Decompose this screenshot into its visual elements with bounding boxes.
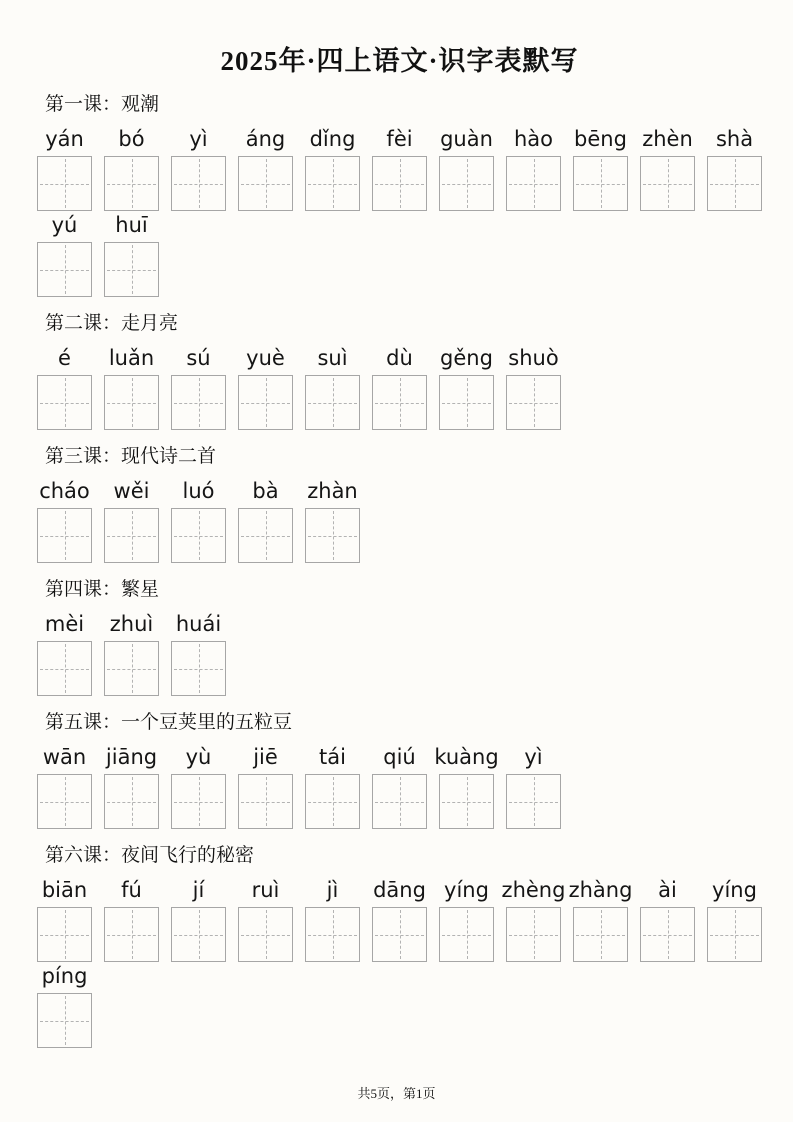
pinyin-label: dù: [386, 346, 413, 370]
writing-grid-box: [171, 907, 226, 962]
writing-grid-box: [372, 156, 427, 211]
character-cell: [372, 347, 427, 430]
character-cell: [372, 879, 427, 962]
writing-grid-box: [104, 242, 159, 297]
character-cell: [573, 128, 628, 211]
writing-grid-box: [37, 508, 92, 563]
writing-grid-box: [707, 156, 762, 211]
character-cell: [104, 613, 159, 696]
pinyin-label: guàn: [440, 127, 493, 151]
pinyin-label: wěi: [113, 479, 150, 503]
lesson-section: [37, 446, 762, 563]
writing-grid-box: [573, 907, 628, 962]
character-cell: [37, 214, 92, 297]
pinyin-label: yì: [189, 127, 208, 151]
pinyin-label: dāng: [373, 878, 426, 902]
pinyin-label: bēng: [574, 127, 627, 151]
character-cell: [171, 613, 226, 696]
pinyin-label: sú: [186, 346, 211, 370]
writing-grid-box: [506, 156, 561, 211]
writing-grid-box: [37, 641, 92, 696]
writing-grid-box: [305, 508, 360, 563]
character-cell: [501, 878, 566, 962]
character-cell: [37, 746, 92, 829]
character-cell: [37, 128, 92, 211]
character-cell: [37, 879, 92, 962]
character-cell: [238, 128, 293, 211]
pinyin-label: yú: [51, 213, 78, 237]
pinyin-label: é: [58, 346, 71, 370]
pinyin-label: huái: [175, 612, 222, 636]
character-cell: [305, 746, 360, 829]
pinyin-label: bó: [118, 127, 145, 151]
grid-row: [37, 746, 762, 829]
pinyin-label: dǐng: [309, 127, 356, 151]
writing-grid-box: [171, 641, 226, 696]
writing-grid-box: [37, 242, 92, 297]
lesson-heading: 第三课：现代诗二首: [45, 446, 217, 467]
pinyin-label: jiē: [253, 745, 278, 769]
writing-grid-box: [439, 774, 494, 829]
writing-grid-box: [104, 907, 159, 962]
writing-grid-box: [372, 375, 427, 430]
character-cell: [439, 128, 494, 211]
writing-grid-box: [238, 907, 293, 962]
writing-grid-box: [37, 907, 92, 962]
pinyin-label: yuè: [246, 346, 285, 370]
character-cell: [305, 128, 360, 211]
writing-grid-box: [439, 907, 494, 962]
lesson-rows: [37, 128, 762, 297]
character-cell: [434, 745, 499, 829]
lesson-section: [37, 579, 762, 696]
grid-row: [37, 879, 762, 962]
pinyin-label: qiú: [383, 745, 416, 769]
writing-grid-box: [37, 156, 92, 211]
character-cell: [171, 128, 226, 211]
writing-grid-box: [372, 774, 427, 829]
pinyin-label: kuàng: [434, 745, 499, 769]
pinyin-label: yán: [45, 127, 84, 151]
character-cell: [372, 746, 427, 829]
writing-grid-box: [707, 907, 762, 962]
character-cell: [104, 480, 159, 563]
character-cell: [506, 128, 561, 211]
writing-grid-box: [573, 156, 628, 211]
pinyin-label: jí: [192, 878, 205, 902]
pinyin-label: zhàng: [568, 878, 633, 902]
pinyin-label: hào: [513, 127, 554, 151]
pinyin-label: yíng: [444, 878, 489, 902]
pinyin-label: wān: [42, 745, 87, 769]
writing-grid-box: [37, 375, 92, 430]
character-cell: [104, 746, 159, 829]
character-cell: [104, 347, 159, 430]
writing-grid-box: [238, 774, 293, 829]
grid-row: [37, 613, 762, 696]
character-cell: [171, 879, 226, 962]
character-cell: [640, 879, 695, 962]
character-cell: [171, 746, 226, 829]
character-cell: [37, 965, 92, 1048]
pinyin-label: huī: [115, 213, 148, 237]
grid-row: [37, 480, 762, 563]
pinyin-label: luó: [182, 479, 215, 503]
page-footer: 共5页，第1页: [357, 1086, 436, 1101]
writing-grid-box: [171, 375, 226, 430]
writing-grid-box: [171, 774, 226, 829]
writing-grid-box: [506, 774, 561, 829]
page-title: 2025年·四上语文·识字表默写: [220, 46, 579, 76]
character-cell: [506, 347, 561, 430]
writing-grid-box: [37, 774, 92, 829]
pinyin-label: cháo: [39, 479, 90, 503]
character-cell: [171, 480, 226, 563]
writing-grid-box: [305, 774, 360, 829]
character-cell: [305, 347, 360, 430]
character-cell: [372, 128, 427, 211]
pinyin-label: fèi: [386, 127, 413, 151]
grid-row: [37, 128, 762, 211]
lesson-rows: [37, 613, 762, 696]
lesson-section: [37, 712, 762, 829]
pinyin-label: ruì: [251, 878, 280, 902]
character-cell: [568, 878, 633, 962]
writing-grid-box: [104, 156, 159, 211]
writing-grid-box: [372, 907, 427, 962]
character-cell: [707, 128, 762, 211]
writing-grid-box: [506, 907, 561, 962]
grid-row: [37, 347, 762, 430]
pinyin-label: jì: [326, 878, 339, 902]
pinyin-label: zhuì: [109, 612, 154, 636]
pinyin-label: suì: [317, 346, 348, 370]
character-cell: [238, 746, 293, 829]
pinyin-label: gěng: [440, 346, 493, 370]
pinyin-label: fú: [121, 878, 142, 902]
writing-grid-box: [238, 375, 293, 430]
writing-grid-box: [640, 156, 695, 211]
pinyin-label: zhèng: [501, 878, 566, 902]
lesson-rows: [37, 480, 762, 563]
pinyin-label: bà: [252, 479, 279, 503]
pinyin-label: zhèn: [642, 127, 693, 151]
character-cell: [37, 347, 92, 430]
character-cell: [506, 746, 561, 829]
writing-grid-box: [104, 641, 159, 696]
character-cell: [238, 347, 293, 430]
lesson-rows: [37, 347, 762, 430]
writing-grid-box: [171, 156, 226, 211]
lessons-container: [37, 94, 762, 1048]
pinyin-label: tái: [319, 745, 346, 769]
character-cell: [238, 879, 293, 962]
character-cell: [640, 128, 695, 211]
writing-grid-box: [104, 375, 159, 430]
lesson-heading: 第六课：夜间飞行的秘密: [45, 845, 255, 866]
lesson-rows: [37, 879, 762, 1048]
pinyin-label: píng: [41, 964, 88, 988]
pinyin-label: yíng: [712, 878, 757, 902]
pinyin-label: jiāng: [105, 745, 158, 769]
pinyin-label: zhàn: [307, 479, 358, 503]
grid-row: [37, 214, 762, 297]
lesson-section: [37, 313, 762, 430]
lesson-heading: 第一课：观潮: [45, 94, 160, 115]
pinyin-label: ài: [658, 878, 677, 902]
writing-grid-box: [305, 156, 360, 211]
lesson-heading: 第五课：一个豆荚里的五粒豆: [45, 712, 293, 733]
lesson-heading: 第二课：走月亮: [45, 313, 179, 334]
pinyin-label: luǎn: [108, 346, 155, 370]
lesson-rows: [37, 746, 762, 829]
character-cell: [707, 879, 762, 962]
pinyin-label: mèi: [44, 612, 85, 636]
character-cell: [439, 347, 494, 430]
character-cell: [171, 347, 226, 430]
writing-grid-box: [238, 508, 293, 563]
writing-grid-box: [439, 375, 494, 430]
character-cell: [37, 613, 92, 696]
writing-grid-box: [640, 907, 695, 962]
lesson-section: [37, 94, 762, 297]
character-cell: [104, 214, 159, 297]
pinyin-label: shuò: [508, 346, 559, 370]
writing-grid-box: [305, 375, 360, 430]
writing-grid-box: [104, 508, 159, 563]
character-cell: [37, 480, 92, 563]
grid-row: [37, 965, 762, 1048]
pinyin-label: shà: [715, 127, 754, 151]
writing-grid-box: [305, 907, 360, 962]
writing-grid-box: [171, 508, 226, 563]
lesson-heading: 第四课：繁星: [45, 579, 160, 600]
character-cell: [305, 879, 360, 962]
writing-grid-box: [506, 375, 561, 430]
character-cell: [104, 879, 159, 962]
character-cell: [238, 480, 293, 563]
pinyin-label: biān: [41, 878, 88, 902]
lesson-section: [37, 845, 762, 1048]
character-cell: [439, 879, 494, 962]
character-cell: [305, 480, 360, 563]
pinyin-label: yì: [524, 745, 543, 769]
character-cell: [104, 128, 159, 211]
writing-grid-box: [37, 993, 92, 1048]
writing-grid-box: [439, 156, 494, 211]
writing-grid-box: [104, 774, 159, 829]
writing-grid-box: [238, 156, 293, 211]
pinyin-label: áng: [245, 127, 286, 151]
pinyin-label: yù: [185, 745, 212, 769]
